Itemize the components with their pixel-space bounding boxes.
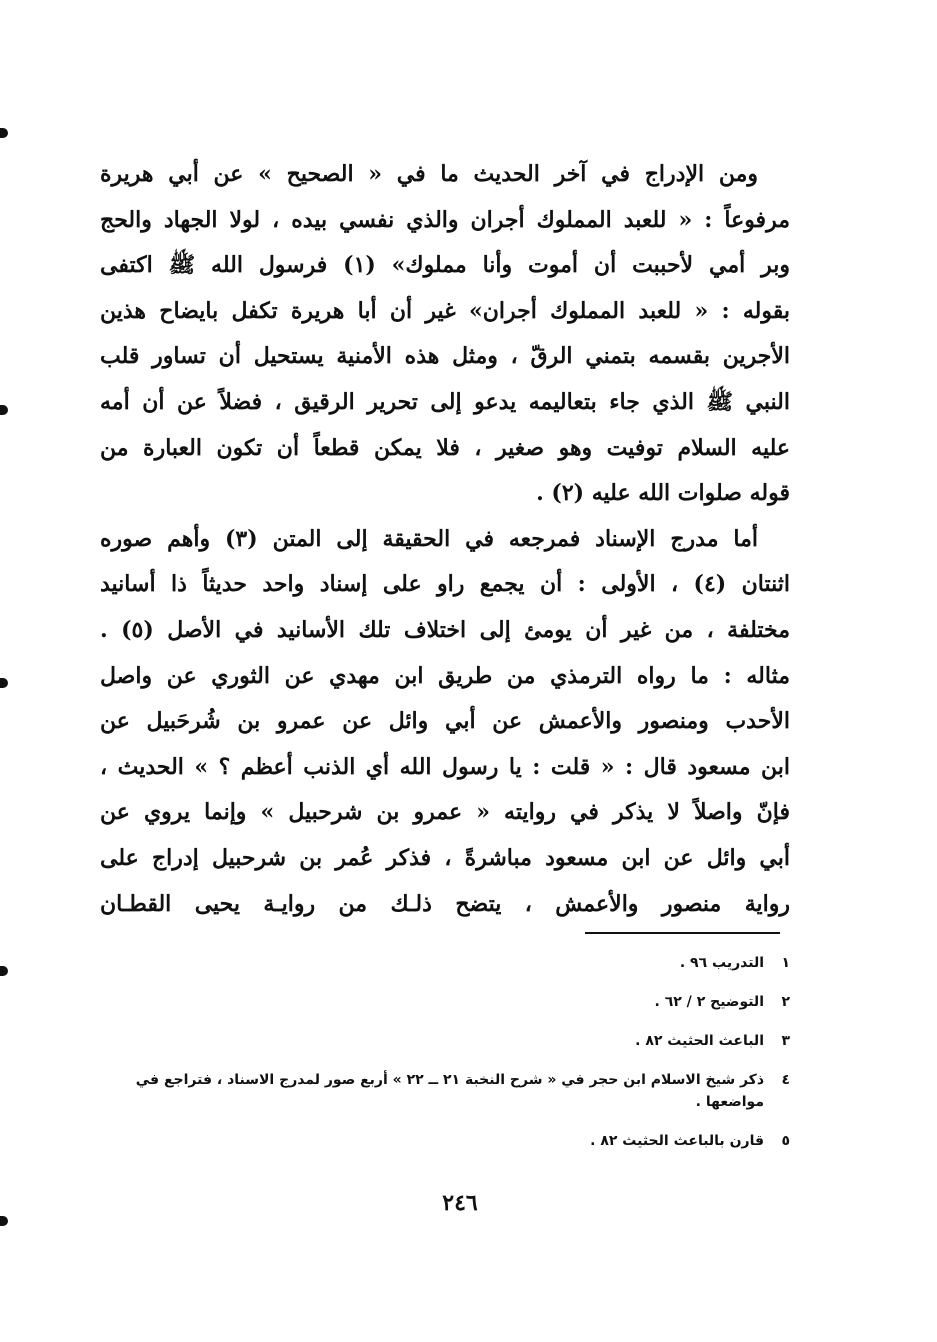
body-line: قوله صلوات الله عليه (٢) . xyxy=(536,480,790,507)
body-line: مختلفة ، من غير أن يومئ إلى اختلاف تلك الأسانيد في الأصل (٥) . xyxy=(100,616,790,643)
footnote-number: ٥ xyxy=(781,1133,790,1149)
footnote xyxy=(100,952,790,974)
body-line: مثاله : ما رواه الترمذي من طريق ابن مهدي عن الثوري عن واصل xyxy=(100,662,790,689)
body-line: ومن الإدراج في آخر الحديث ما في « الصحيح » عن أبي هريرة xyxy=(100,161,758,187)
body-line: أبي وائل عن ابن مسعود مباشرةً ، فذكر عُمر بن شرحبيل إدراج على xyxy=(100,844,790,871)
page-number: ٢٤٦ xyxy=(442,1190,478,1216)
footnote-number: ٢ xyxy=(781,994,790,1010)
footnote-text: الباعث الحثيث ٨٢ . xyxy=(635,1033,764,1049)
footnote-separator xyxy=(585,932,780,934)
body-line: مرفوعاً : « للعبد المملوك أجران والذي نفسي بيده ، لولا الجهاد والحج xyxy=(100,206,790,233)
body-line: وبر أمي لأحببت أن أموت وأنا مملوك» (١) فرسول الله ﷺ اكتفى xyxy=(100,252,790,279)
footnote xyxy=(100,1130,790,1152)
footnote-text: التوضيح ٢ / ٦٢ . xyxy=(654,994,764,1010)
body-line: اثنتان (٤) ، الأولى : أن يجمع راو على إسناد واحد حديثاً ذا أسانيد xyxy=(100,571,790,598)
footnote xyxy=(100,1069,790,1113)
footnote-number: ١ xyxy=(781,955,790,971)
margin-mark xyxy=(0,1216,8,1226)
body-line: عليه السلام توفيت وهو صغير ، فلا يمكن قطعاً أن تكون العبارة من xyxy=(100,434,790,461)
body-line: بقوله : « للعبد المملوك أجران» غير أن أبا هريرة تكفل بايضاح هذين xyxy=(100,297,790,324)
body-line: فإنّ واصلاً لا يذكر في روايته « عمرو بن شرحبيل » وإنما يروي عن xyxy=(100,799,790,826)
footnote-text: التدريب ٩٦ . xyxy=(679,955,764,971)
footnote-text: ذكر شيخ الاسلام ابن حجر في « شرح النخبة ٢١ ــ ٢٢ » أربع صور لمدرج الاسناد ، فتراجع في مواضعها . xyxy=(135,1072,764,1110)
footnote-number: ٣ xyxy=(781,1033,790,1049)
footnotes xyxy=(100,952,790,1169)
body-line: الأجرين بقسمه بتمني الرقّ ، ومثل هذه الأمنية يستحيل أن تساور قلب xyxy=(100,343,790,370)
margin-mark xyxy=(0,128,8,138)
margin-mark xyxy=(0,405,8,415)
footnote xyxy=(100,991,790,1013)
footnote-text: قارن بالباعث الحثيث ٨٢ . xyxy=(590,1133,764,1149)
body-line: النبي ﷺ الذي جاء بتعاليمه يدعو إلى تحرير الرقيق ، فضلاً عن أن أمه xyxy=(100,388,790,415)
footnote-number: ٤ xyxy=(781,1072,790,1088)
body-text xyxy=(100,152,790,927)
body-line: ابن مسعود قال : « قلت : يا رسول الله أي الذنب أعظم ؟ » الحديث ، xyxy=(100,753,790,780)
margin-mark xyxy=(0,966,8,976)
body-line: رواية منصور والأعمش ، يتضح ذلـك من روايـة يحيى القطـان xyxy=(100,890,790,917)
body-line: أما مدرج الإسناد فمرجعه في الحقيقة إلى المتن (٣) وأهم صوره xyxy=(100,525,758,552)
margin-mark xyxy=(0,678,8,688)
body-line: الأحدب ومنصور والأعمش عن أبي وائل عن عمرو بن شُرحَبيل عن xyxy=(100,708,790,735)
footnote xyxy=(100,1030,790,1052)
